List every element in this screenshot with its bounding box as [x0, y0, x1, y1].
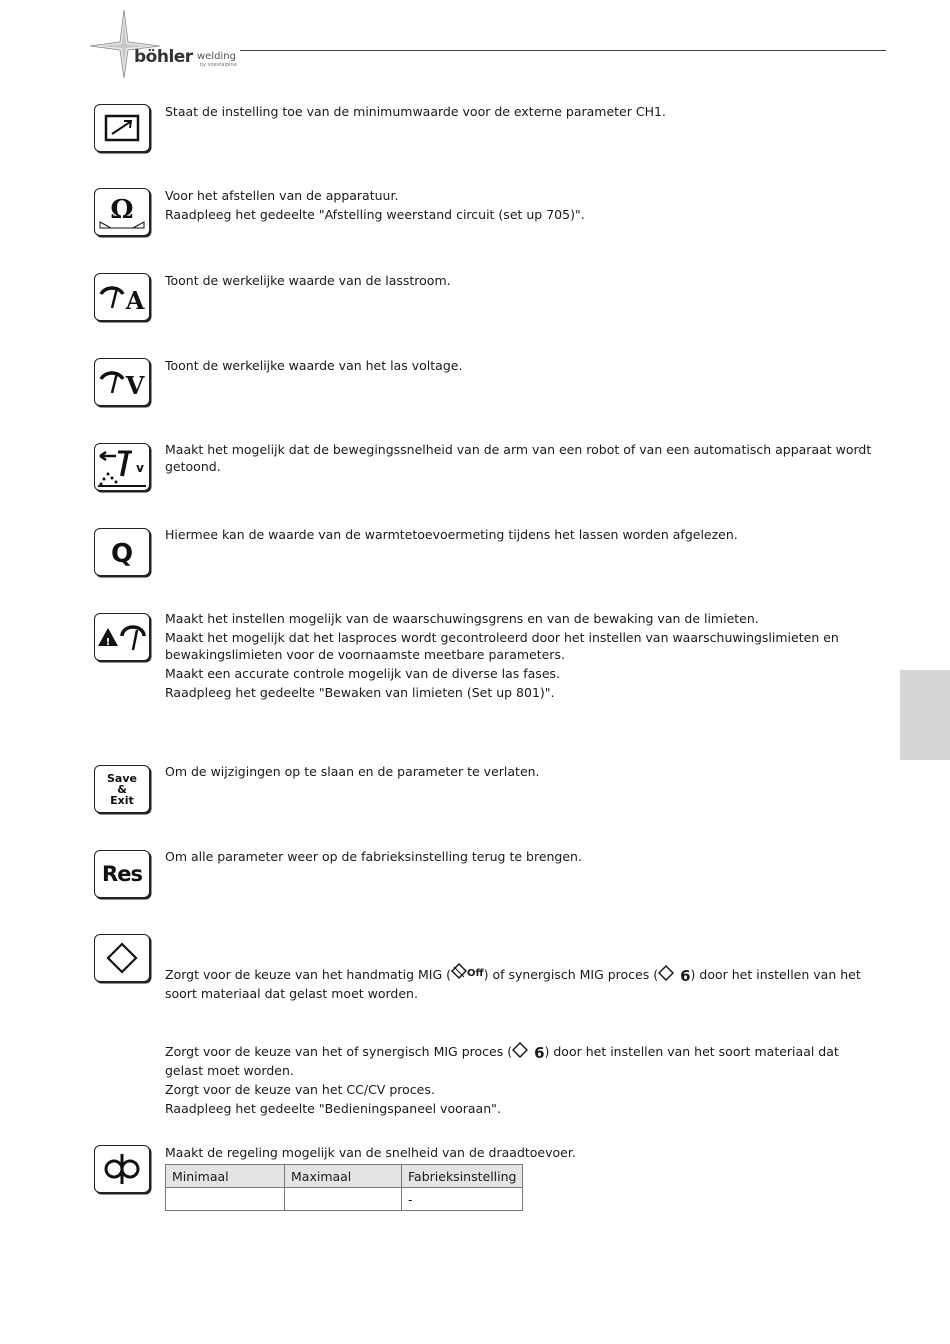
limit-monitor-button[interactable] — [94, 613, 150, 661]
item-description: Maakt de regeling mogelijk van de snelheid van de draadtoevoer. — [165, 1145, 576, 1160]
heat-input-icon — [102, 535, 142, 569]
brand-name: böhler — [134, 47, 193, 67]
item-description: Hiermee kan de waarde van de warmtetoevoermeting tijdens het lassen worden afgelezen. — [165, 527, 738, 542]
manual-mig-symbol: Off — [451, 963, 484, 985]
save-exit-label-exit: Exit — [110, 793, 134, 807]
item-description: Staat de instelling toe van de minimumwaarde voor de externe parameter CH1. — [165, 104, 666, 119]
current-meter-icon — [97, 280, 147, 314]
item-description: Maakt het instellen mogelijk van de waarschuwingsgrens en van de bewaking van de limieten. Maakt het mogelijk dat het lasproces wordt gecontroleerd door het instellen van waarschuwingslimieten en bewakingslimieten voor de voornaamste meetbare parameters. Maakt een accurate controle mogelijk van de diverse las fases. Raadpleeg het gedeelte "Bewaken van limieten (Set up 801)". — [165, 611, 839, 700]
reset-label: Res — [102, 862, 142, 886]
save-exit-ampersand: & — [117, 782, 127, 796]
voltage-meter-icon — [97, 365, 147, 399]
synergic-mig-symbol: 6 — [658, 965, 690, 985]
svg-text:Ω: Ω — [110, 195, 134, 225]
item-description: Om de wijzigingen op te slaan en de parameter te verlaten. — [165, 764, 540, 779]
svg-text:!: ! — [105, 637, 111, 648]
travel-speed-icon — [96, 446, 148, 488]
limit-warning-icon — [96, 620, 148, 654]
svg-text:v: v — [136, 461, 144, 475]
table-row — [166, 1188, 523, 1211]
resistance-setup-button[interactable] — [94, 188, 150, 236]
item-description: Toont de werkelijke waarde van het las voltage. — [165, 358, 463, 373]
table-header-row — [166, 1165, 523, 1188]
wire-feed-button[interactable] — [94, 1145, 150, 1193]
column-header-min: Minimaal — [166, 1165, 285, 1188]
omega-resistance-icon — [97, 192, 147, 232]
diamond-icon — [658, 965, 674, 981]
reset-button[interactable] — [94, 850, 150, 898]
diamond-icon — [512, 1042, 528, 1058]
synergy-diamond-icon — [104, 940, 140, 976]
heat-input-button[interactable] — [94, 528, 150, 576]
analog-min-button[interactable] — [94, 104, 150, 152]
chapter-tab — [900, 670, 950, 760]
diamond-icon — [451, 963, 467, 981]
brand-subtitle: welding — [197, 51, 236, 62]
table-cell-min — [166, 1188, 285, 1211]
wire-feed-icon — [102, 1151, 142, 1187]
table-cell-max — [285, 1188, 402, 1211]
item-description: Toont de werkelijke waarde van de lasstroom. — [165, 273, 451, 288]
column-header-default: Fabrieksinstelling — [402, 1165, 523, 1188]
synergy-select-button[interactable] — [94, 934, 150, 982]
svg-text:V: V — [125, 371, 145, 399]
item-description: Voor het afstellen van de apparatuur. Raadpleeg het gedeelte "Afstelling weerstand circuit (set up 705)". — [165, 188, 585, 222]
logo-star-icon — [88, 8, 248, 80]
current-meter-button[interactable] — [94, 273, 150, 321]
item-description: Om alle parameter weer op de fabrieksinstelling terug te brengen. — [165, 849, 582, 864]
header-divider — [240, 50, 886, 51]
save-exit-button[interactable] — [94, 765, 150, 813]
svg-text:A: A — [125, 286, 145, 314]
analog-min-icon — [102, 112, 142, 144]
synergy-description: Zorgt voor de keuze van het handmatig MIG ( $^{Off}$) of synergisch MIG proces ( 6) door het instellen van het soort materiaal dat gelast moet worden. Zorgt voor de keuze van het of synergisch MIG proces ( 6) door het instellen van het soort materiaal dat gelast moet worden. Zorgt voor de keuze van het CC/CV proces. Raadpleeg het gedeelte "Bedieningspaneel vooraan". — [165, 963, 880, 1119]
column-header-max: Maximaal — [285, 1165, 402, 1188]
travel-speed-button[interactable] — [94, 443, 150, 491]
table-cell-default: - — [402, 1188, 523, 1211]
synergic-mig-symbol: 6 — [512, 1042, 544, 1062]
save-exit-label: Save — [107, 771, 137, 785]
wire-feed-param-table — [165, 1164, 523, 1211]
item-description: Maakt het mogelijk dat de bewegingssnelheid van de arm van een robot of van een automatisch apparaat wordt getoond. — [165, 442, 872, 474]
brand-tagline: by voestalpine — [200, 62, 237, 68]
svg-text:Q: Q — [110, 539, 134, 569]
voltage-meter-button[interactable] — [94, 358, 150, 406]
